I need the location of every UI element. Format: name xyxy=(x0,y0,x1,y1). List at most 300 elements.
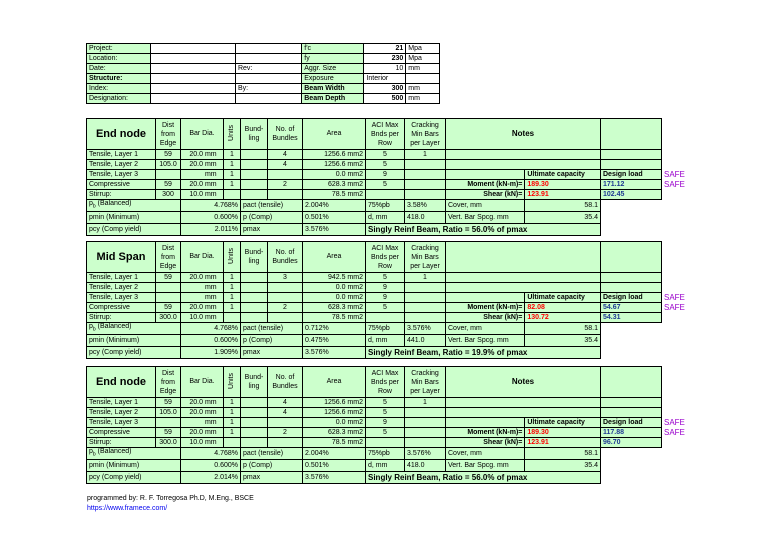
bar-value[interactable] xyxy=(181,438,224,448)
property-value[interactable]: 21 xyxy=(364,44,406,54)
moment-capacity: 82.08 xyxy=(525,303,601,313)
aci-value: 5 xyxy=(366,160,405,170)
safe-status-moment: SAFE xyxy=(664,293,685,302)
pb-value: 4.768% xyxy=(181,448,241,460)
bar-unit: mm xyxy=(204,150,217,158)
bar-value[interactable] xyxy=(181,170,224,180)
cracking-value: 1 xyxy=(405,398,446,408)
design-moment[interactable]: 171.12 xyxy=(601,180,662,190)
area-value: 78.5 mm2 xyxy=(303,438,366,448)
bar-value[interactable] xyxy=(181,428,224,438)
pmin-value: 0.600% xyxy=(181,335,241,347)
aci-value: 9 xyxy=(366,283,405,293)
project-label: Date: xyxy=(87,64,151,74)
bar-dia: 20.0 xyxy=(189,428,203,436)
area-value: 1256.6 mm2 xyxy=(303,150,366,160)
cracking-value xyxy=(405,313,446,323)
units-value[interactable]: 1 xyxy=(224,170,241,180)
dist-value[interactable]: 59 xyxy=(156,180,181,190)
bar-dia: 20.0 xyxy=(189,408,203,416)
row-label: Tensile, Layer 3 xyxy=(87,418,156,428)
design-summary: Singly Reinf Beam, Ratio = 56.0% of pmax xyxy=(366,472,601,484)
property-unit xyxy=(406,74,440,84)
aci-value: 5 xyxy=(366,398,405,408)
cover-value: 58.1 xyxy=(525,448,601,460)
bar-unit: mm xyxy=(204,293,217,301)
bundling-value[interactable] xyxy=(241,293,268,303)
bundling-value[interactable] xyxy=(241,428,268,438)
section-title: Mid Span xyxy=(87,242,156,273)
property-value[interactable]: 230 xyxy=(364,54,406,64)
aci-value xyxy=(366,438,405,448)
pmin-label: pmin (Minimum) xyxy=(87,335,181,347)
area-value: 0.0 mm2 xyxy=(303,283,366,293)
project-value[interactable] xyxy=(151,84,236,94)
pcy-label: pcy (Comp yield) xyxy=(87,472,181,484)
property-unit: mm xyxy=(406,84,440,94)
p75-label: 75%pb xyxy=(366,448,405,460)
dist-value[interactable]: 300 xyxy=(156,190,181,200)
blank-cell xyxy=(601,242,662,273)
bar-dia: 10.0 xyxy=(189,438,203,446)
project-info-table xyxy=(86,43,440,104)
row-label: Tensile, Layer 3 xyxy=(87,293,156,303)
pmin-label: pmin (Minimum) xyxy=(87,460,181,472)
project-mid: By: xyxy=(235,84,301,94)
project-value[interactable] xyxy=(151,94,236,104)
design-load-label: Design load xyxy=(601,293,662,303)
area-value: 1256.6 mm2 xyxy=(303,408,366,418)
bundles-value[interactable]: 4 xyxy=(268,408,303,418)
pact-label: pact (tensile) xyxy=(241,448,303,460)
pcomp-label: p (Comp) xyxy=(241,335,303,347)
pmax-value: 3.576% xyxy=(303,472,366,484)
aci-value xyxy=(366,190,405,200)
bar-unit: mm xyxy=(204,428,217,436)
units-header: Units xyxy=(228,124,235,141)
p75-value: 3.58% xyxy=(405,200,446,212)
design-moment[interactable]: 54.67 xyxy=(601,303,662,313)
row-label: Compressive xyxy=(87,303,156,313)
property-label: Beam Width xyxy=(302,84,364,94)
units-value[interactable]: 1 xyxy=(224,418,241,428)
project-mid xyxy=(235,44,301,54)
units-value[interactable]: 1 xyxy=(224,283,241,293)
design-shear[interactable]: 96.70 xyxy=(601,438,662,448)
dist-value[interactable]: 59 xyxy=(156,303,181,313)
cracking-value xyxy=(405,283,446,293)
pb-label: $p_b$ (Balanced) xyxy=(87,323,181,335)
units-header: Units xyxy=(228,372,235,389)
bundles-value[interactable] xyxy=(268,293,303,303)
bundling-value[interactable] xyxy=(241,438,268,448)
pcomp-label: p (Comp) xyxy=(241,460,303,472)
units-value[interactable]: 1 xyxy=(224,293,241,303)
project-label: Designation: xyxy=(87,94,151,104)
cover-value: 58.1 xyxy=(525,323,601,335)
pcy-value: 2.014% xyxy=(181,472,241,484)
row-label: Compressive xyxy=(87,428,156,438)
cracking-value xyxy=(405,438,446,448)
aci-value: 9 xyxy=(366,293,405,303)
pb-label: $p_b$ (Balanced) xyxy=(87,448,181,460)
bundles-value[interactable]: 2 xyxy=(268,303,303,313)
aci-value: 5 xyxy=(366,428,405,438)
notes-header xyxy=(446,242,601,273)
bar-value[interactable] xyxy=(181,283,224,293)
bundling-value[interactable] xyxy=(241,150,268,160)
design-load-label: Design load xyxy=(601,170,662,180)
pmin-label: pmin (Minimum) xyxy=(87,212,181,224)
moment-label: Moment (kN-m)= xyxy=(446,180,525,190)
area-header: Area xyxy=(303,119,366,150)
beam-section-table xyxy=(86,118,662,236)
blank-cell xyxy=(601,367,662,398)
cover-value: 58.1 xyxy=(525,200,601,212)
blank-cell xyxy=(601,408,662,418)
p75-value: 3.576% xyxy=(405,448,446,460)
bundles-value[interactable] xyxy=(268,283,303,293)
bundling-value[interactable] xyxy=(241,303,268,313)
bundling-header: Bund- ling xyxy=(241,367,268,398)
p75-label: 75%pb xyxy=(366,323,405,335)
bundling-value[interactable] xyxy=(241,283,268,293)
bar-value[interactable] xyxy=(181,398,224,408)
bar-unit: mm xyxy=(204,170,217,178)
notes-header: Notes xyxy=(446,119,601,150)
bar-dia: 20.0 xyxy=(189,398,203,406)
bar-header: Bar Dia. xyxy=(181,242,224,273)
credit-text: programmed by: R. F. Torregosa Ph.D, M.Eng., BSCE xyxy=(87,495,254,502)
safe-status-moment: SAFE xyxy=(664,418,685,427)
property-value[interactable]: 10 xyxy=(364,64,406,74)
cracking-value xyxy=(405,180,446,190)
vert-bar-label: Vert. Bar Spcg. mm xyxy=(446,212,525,224)
design-summary: Singly Reinf Beam, Ratio = 56.0% of pmax xyxy=(366,224,601,236)
bar-unit: mm xyxy=(204,418,217,426)
project-row xyxy=(87,44,440,54)
bar-value[interactable] xyxy=(181,160,224,170)
blank-cell xyxy=(601,273,662,283)
d-label: d, mm xyxy=(366,335,405,347)
project-row xyxy=(87,84,440,94)
dist-value[interactable] xyxy=(156,170,181,180)
bar-unit: mm xyxy=(204,160,217,168)
area-value: 1256.6 mm2 xyxy=(303,398,366,408)
safe-status-moment: SAFE xyxy=(664,170,685,179)
cracking-header: Cracking Min Bars per Layer xyxy=(405,119,446,150)
units-value[interactable]: 1 xyxy=(224,150,241,160)
units-value[interactable] xyxy=(224,190,241,200)
bundling-value[interactable] xyxy=(241,180,268,190)
notes-cell[interactable] xyxy=(446,150,601,160)
bar-unit: mm xyxy=(204,438,217,446)
dist-value[interactable]: 59 xyxy=(156,398,181,408)
website-link[interactable]: https://www.framece.com/ xyxy=(87,505,168,512)
aci-value: 5 xyxy=(366,150,405,160)
bundles-header: No. of Bundles xyxy=(268,119,303,150)
area-value: 942.5 mm2 xyxy=(303,273,366,283)
bar-header: Bar Dia. xyxy=(181,119,224,150)
project-label: Structure: xyxy=(87,74,151,84)
project-row xyxy=(87,74,440,84)
cracking-header: Cracking Min Bars per Layer xyxy=(405,367,446,398)
project-mid xyxy=(235,94,301,104)
shear-label: Shear (kN)= xyxy=(446,313,525,323)
blank-cell xyxy=(601,119,662,150)
moment-capacity: 189.30 xyxy=(525,180,601,190)
dist-value[interactable]: 59 xyxy=(156,273,181,283)
aci-value: 5 xyxy=(366,303,405,313)
project-mid: Rev: xyxy=(235,64,301,74)
dist-header: Dist from Edge xyxy=(156,119,181,150)
project-value[interactable] xyxy=(151,44,236,54)
section-title: End node xyxy=(87,119,156,150)
dist-value[interactable]: 59 xyxy=(156,428,181,438)
vert-bar-value: 35.4 xyxy=(525,335,601,347)
project-label: Index: xyxy=(87,84,151,94)
area-value: 628.3 mm2 xyxy=(303,303,366,313)
bundles-value[interactable] xyxy=(268,418,303,428)
notes-cell xyxy=(446,170,525,180)
bundles-value[interactable]: 2 xyxy=(268,428,303,438)
bundles-header: No. of Bundles xyxy=(268,367,303,398)
beam-section-table xyxy=(86,366,662,484)
bundling-value[interactable] xyxy=(241,313,268,323)
property-label: f'c xyxy=(302,44,364,54)
dist-value[interactable] xyxy=(156,293,181,303)
pcomp-value: 0.475% xyxy=(303,335,366,347)
bundling-value[interactable] xyxy=(241,273,268,283)
cover-label: Cover, mm xyxy=(446,448,525,460)
project-value[interactable] xyxy=(151,64,236,74)
pcy-value: 2.011% xyxy=(181,224,241,236)
row-label: Tensile, Layer 2 xyxy=(87,283,156,293)
moment-label: Moment (kN-m)= xyxy=(446,428,525,438)
bundling-value[interactable] xyxy=(241,398,268,408)
safe-status-shear: SAFE xyxy=(664,180,685,189)
bar-unit: mm xyxy=(204,190,217,198)
pmax-value: 3.576% xyxy=(303,224,366,236)
bar-unit: mm xyxy=(204,303,217,311)
property-unit: mm xyxy=(406,94,440,104)
dist-header: Dist from Edge xyxy=(156,242,181,273)
dist-value[interactable]: 105.0 xyxy=(156,408,181,418)
bar-unit: mm xyxy=(204,180,217,188)
row-label: Stirrup: xyxy=(87,313,156,323)
dist-header: Dist from Edge xyxy=(156,367,181,398)
bundles-value[interactable]: 3 xyxy=(268,273,303,283)
section-title: End node xyxy=(87,367,156,398)
property-value[interactable]: 300 xyxy=(364,84,406,94)
bundles-value[interactable] xyxy=(268,438,303,448)
bundles-value[interactable] xyxy=(268,190,303,200)
d-value: 418.0 xyxy=(405,460,446,472)
bar-unit: mm xyxy=(204,283,217,291)
dist-value[interactable]: 105.0 xyxy=(156,160,181,170)
notes-cell[interactable] xyxy=(446,273,601,283)
aci-value: 5 xyxy=(366,273,405,283)
bundling-value[interactable] xyxy=(241,418,268,428)
property-label: fy xyxy=(302,54,364,64)
property-unit: mm xyxy=(406,64,440,74)
dist-value[interactable]: 300.0 xyxy=(156,313,181,323)
aci-value: 9 xyxy=(366,418,405,428)
cracking-header: Cracking Min Bars per Layer xyxy=(405,242,446,273)
cracking-value xyxy=(405,428,446,438)
bundling-value[interactable] xyxy=(241,160,268,170)
row-label: Tensile, Layer 1 xyxy=(87,398,156,408)
units-value[interactable] xyxy=(224,438,241,448)
project-label: Location: xyxy=(87,54,151,64)
units-value[interactable]: 1 xyxy=(224,398,241,408)
design-shear[interactable]: 102.45 xyxy=(601,190,662,200)
bar-unit: mm xyxy=(204,273,217,281)
bar-dia: 20.0 xyxy=(189,150,203,158)
blank-cell xyxy=(601,283,662,293)
pcy-value: 1.909% xyxy=(181,347,241,359)
units-value[interactable]: 1 xyxy=(224,273,241,283)
project-mid xyxy=(235,74,301,84)
aci-value: 5 xyxy=(366,408,405,418)
notes-cell[interactable] xyxy=(446,283,601,293)
units-value[interactable]: 1 xyxy=(224,428,241,438)
pact-value: 0.712% xyxy=(303,323,366,335)
property-value[interactable]: 500 xyxy=(364,94,406,104)
d-label: d, mm xyxy=(366,460,405,472)
blank-cell xyxy=(601,160,662,170)
bar-value[interactable] xyxy=(181,293,224,303)
pact-value: 2.004% xyxy=(303,448,366,460)
aci-value: 9 xyxy=(366,170,405,180)
dist-value[interactable]: 300.0 xyxy=(156,438,181,448)
bar-dia: 20.0 xyxy=(189,180,203,188)
vert-bar-label: Vert. Bar Spcg. mm xyxy=(446,460,525,472)
moment-label: Moment (kN-m)= xyxy=(446,303,525,313)
bundles-value[interactable]: 4 xyxy=(268,398,303,408)
p75-label: 75%pb xyxy=(366,200,405,212)
bar-header: Bar Dia. xyxy=(181,367,224,398)
bundles-value[interactable] xyxy=(268,170,303,180)
notes-cell[interactable] xyxy=(446,408,601,418)
vert-bar-value: 35.4 xyxy=(525,460,601,472)
cover-label: Cover, mm xyxy=(446,200,525,212)
bar-unit: mm xyxy=(204,313,217,321)
notes-cell[interactable] xyxy=(446,398,601,408)
area-value: 628.3 mm2 xyxy=(303,428,366,438)
pcy-label: pcy (Comp yield) xyxy=(87,224,181,236)
units-value[interactable] xyxy=(224,313,241,323)
project-value[interactable] xyxy=(151,74,236,84)
pact-label: pact (tensile) xyxy=(241,323,303,335)
project-mid xyxy=(235,54,301,64)
bar-dia: 10.0 xyxy=(189,190,203,198)
bundling-value[interactable] xyxy=(241,190,268,200)
project-row xyxy=(87,64,440,74)
property-label: Exposure xyxy=(302,74,364,84)
design-shear[interactable]: 54.31 xyxy=(601,313,662,323)
bundles-header: No. of Bundles xyxy=(268,242,303,273)
pb-value: 4.768% xyxy=(181,323,241,335)
bar-value[interactable] xyxy=(181,313,224,323)
property-value[interactable]: Interior xyxy=(364,74,406,84)
row-label: Tensile, Layer 3 xyxy=(87,170,156,180)
d-label: d, mm xyxy=(366,212,405,224)
units-value[interactable]: 1 xyxy=(224,160,241,170)
bar-value[interactable] xyxy=(181,303,224,313)
shear-capacity: 123.91 xyxy=(525,438,601,448)
units-value[interactable]: 1 xyxy=(224,303,241,313)
bundles-value[interactable] xyxy=(268,313,303,323)
aci-header: ACI Max Bnds per Row xyxy=(366,242,405,273)
dist-value[interactable]: 59 xyxy=(156,150,181,160)
pcomp-value: 0.501% xyxy=(303,460,366,472)
cracking-value xyxy=(405,303,446,313)
pcomp-label: p (Comp) xyxy=(241,212,303,224)
notes-cell xyxy=(446,418,525,428)
bar-value[interactable] xyxy=(181,418,224,428)
pb-value: 4.768% xyxy=(181,200,241,212)
project-row xyxy=(87,94,440,104)
row-label: Tensile, Layer 2 xyxy=(87,408,156,418)
design-load-label: Design load xyxy=(601,418,662,428)
beam-section-table xyxy=(86,241,662,359)
bundles-value[interactable]: 4 xyxy=(268,160,303,170)
bar-value[interactable] xyxy=(181,180,224,190)
bar-value[interactable] xyxy=(181,150,224,160)
bar-value[interactable] xyxy=(181,273,224,283)
notes-header: Notes xyxy=(446,367,601,398)
bundling-value[interactable] xyxy=(241,170,268,180)
d-value: 441.0 xyxy=(405,335,446,347)
bar-dia: 20.0 xyxy=(189,303,203,311)
bundling-value[interactable] xyxy=(241,408,268,418)
pb-label: $p_b$ (Balanced) xyxy=(87,200,181,212)
moment-capacity: 189.30 xyxy=(525,428,601,438)
dist-value[interactable] xyxy=(156,283,181,293)
d-value: 418.0 xyxy=(405,212,446,224)
shear-label: Shear (kN)= xyxy=(446,190,525,200)
row-label: Compressive xyxy=(87,180,156,190)
area-value: 0.0 mm2 xyxy=(303,170,366,180)
row-label: Tensile, Layer 1 xyxy=(87,150,156,160)
cracking-value xyxy=(405,160,446,170)
vert-bar-value: 35.4 xyxy=(525,212,601,224)
project-value[interactable] xyxy=(151,54,236,64)
bar-dia: 10.0 xyxy=(189,313,203,321)
aci-value xyxy=(366,313,405,323)
area-value: 1256.6 mm2 xyxy=(303,160,366,170)
design-moment[interactable]: 117.88 xyxy=(601,428,662,438)
bundles-value[interactable]: 4 xyxy=(268,150,303,160)
safe-status-shear: SAFE xyxy=(664,303,685,312)
dist-value[interactable] xyxy=(156,418,181,428)
units-value[interactable]: 1 xyxy=(224,180,241,190)
property-label: Aggr. Size xyxy=(302,64,364,74)
pact-label: pact (tensile) xyxy=(241,200,303,212)
bundling-header: Bund- ling xyxy=(241,242,268,273)
shear-capacity: 123.91 xyxy=(525,190,601,200)
notes-cell[interactable] xyxy=(446,160,601,170)
pmax-label: pmax xyxy=(241,224,303,236)
bar-value[interactable] xyxy=(181,190,224,200)
cracking-value xyxy=(405,418,446,428)
bar-value[interactable] xyxy=(181,408,224,418)
units-value[interactable]: 1 xyxy=(224,408,241,418)
pmax-value: 3.576% xyxy=(303,347,366,359)
bundles-value[interactable]: 2 xyxy=(268,180,303,190)
bundling-header: Bund- ling xyxy=(241,119,268,150)
